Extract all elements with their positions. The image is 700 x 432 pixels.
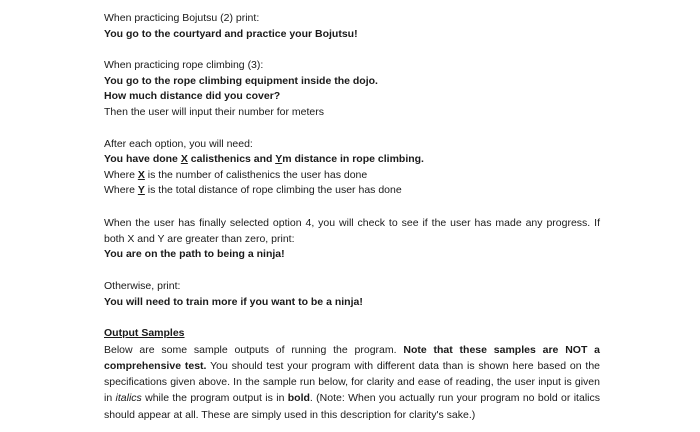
- document-body: [104, 11, 600, 423]
- samples-italic-word: italics: [115, 392, 142, 405]
- section-heading: Output Samples: [104, 327, 185, 340]
- x-definition-post: is the number of calisthenics the user has done: [144, 168, 368, 181]
- x-definition: [104, 168, 600, 184]
- x-definition-var: X: [137, 168, 145, 181]
- y-definition-pre: Where: [104, 184, 138, 197]
- samples-text-1: Below are some sample outputs of running the program.: [104, 343, 404, 356]
- spacer: [104, 310, 600, 326]
- final-output: You are on the path to being a ninja!: [104, 248, 285, 261]
- rope-note: Then the user will input their number for meters: [104, 105, 325, 118]
- after-output-x-var: X: [180, 153, 188, 166]
- samples-paragraph: [104, 342, 600, 423]
- after-output: [104, 152, 600, 168]
- samples-text-4: . (Note: When you actually run your program no bold or italics should appear at all. These are simply used in this description for clarity's sake.): [104, 392, 600, 421]
- after-output-pre: You have done: [104, 153, 181, 166]
- spacer: [104, 42, 600, 58]
- bojutsu-intro: When practicing Bojutsu (2) print:: [104, 12, 260, 24]
- rope-intro: When practicing rope climbing (3):: [104, 59, 264, 72]
- otherwise-output: You will need to train more if you want to be a ninja!: [104, 295, 363, 308]
- final-paragraph: When the user has finally selected option 4, you will check to see if the user has made any progress. If both X and Y are greater than zero, print:: [104, 216, 600, 246]
- y-definition-var: Y: [137, 184, 145, 197]
- samples-bold-word: bold: [287, 392, 310, 405]
- otherwise-intro: Otherwise, print:: [104, 279, 181, 292]
- y-definition-post: is the total distance of rope climbing the user has done: [144, 184, 402, 197]
- spacer: [104, 121, 600, 137]
- after-intro: After each option, you will need:: [104, 137, 253, 150]
- rope-output-1: You go to the rope climbing equipment inside the dojo.: [104, 74, 378, 87]
- bojutsu-output: You go to the courtyard and practice your Bojutsu!: [104, 27, 358, 40]
- spacer: [104, 263, 600, 279]
- after-output-post: m distance in rope climbing.: [282, 153, 424, 166]
- after-output-mid: calisthenics and: [187, 153, 276, 166]
- samples-bold-note: Note that these samples are NOT a comprehensive test.: [104, 343, 600, 372]
- samples-text-2: You should test your program with different data than is shown here based on the specifications given above. In the sample run below, for clarity and ease of reading, the user input is given in: [104, 359, 600, 405]
- rope-output-2: How much distance did you cover?: [104, 90, 281, 103]
- samples-text-3: while the program output is in: [141, 392, 288, 405]
- after-output-y-var: Y: [275, 153, 283, 166]
- y-definition: [104, 183, 600, 199]
- spacer: [104, 199, 600, 215]
- x-definition-pre: Where: [104, 168, 138, 181]
